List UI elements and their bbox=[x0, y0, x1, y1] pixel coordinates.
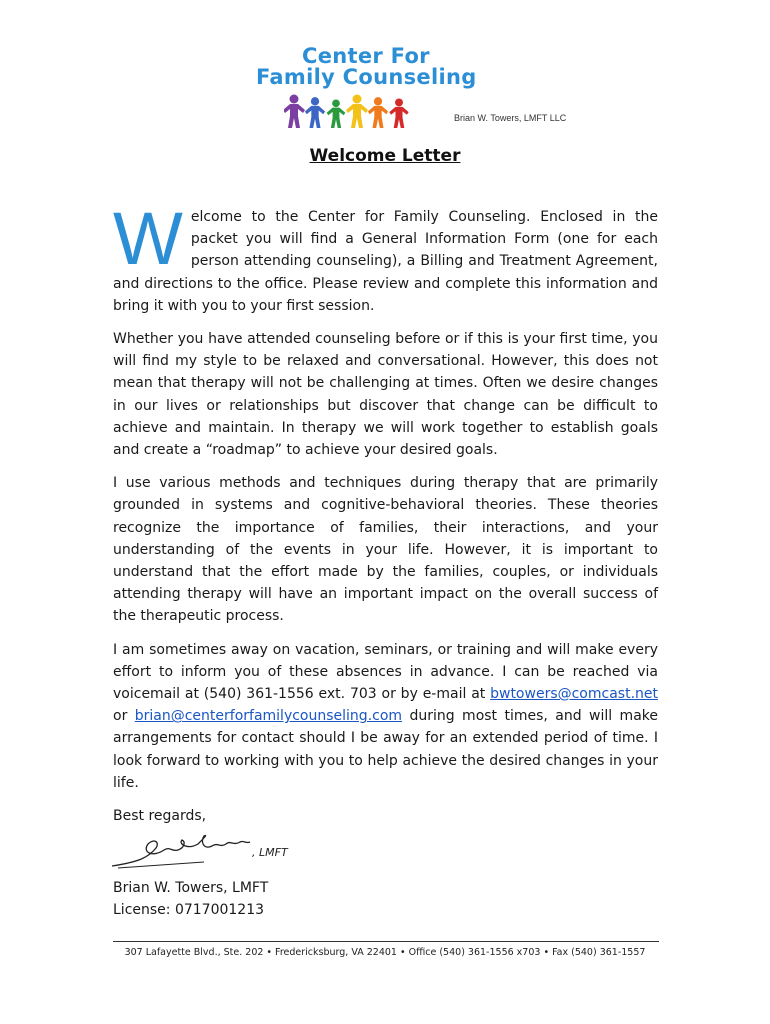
family-figures-icon bbox=[284, 92, 424, 128]
letter-body bbox=[113, 197, 658, 838]
logo bbox=[256, 44, 576, 134]
drop-cap: W bbox=[113, 197, 183, 280]
family-figure-icon bbox=[368, 97, 388, 128]
signature-suffix: , LMFT bbox=[252, 846, 288, 859]
paragraph-4-text-a: I am sometimes away on vacation, seminars, or training and will make every effort to inform you of these absences in advance. I can be reached via voicemail at (540) 361-1556 ext. 703 or by e-mail at bbox=[113, 641, 658, 703]
family-figure-icon bbox=[327, 100, 346, 128]
paragraph-1-text: elcome to the Center for Family Counseling. Enclosed in the packet you will find a General Information Form (one for each person attending counseling), a Billing and Treatment Agreement, and directions to the office. Please review and complete this information and bring it with you to your first session. bbox=[113, 209, 658, 314]
paragraph-4-text-b: during most times, and will make arrangements for contact should I be away for an extended period of time. I look forward to working with you to help achieve the desired changes in your life. bbox=[113, 708, 658, 791]
logo-line2: Family Counseling bbox=[256, 65, 477, 89]
family-figure-icon bbox=[284, 95, 305, 129]
family-figure-icon bbox=[389, 99, 408, 128]
footer-divider bbox=[113, 941, 659, 942]
paragraph-3: I use various methods and techniques during therapy that are primarily grounded in systems and cognitive-behavioral theories. These theories recognize the importance of families, their interactions, and your understanding of the events in your life. However, it is important to understand that the effort made by the families, couples, or individuals attending therapy will have an important impact on the overall success of the therapeutic process. bbox=[113, 475, 658, 625]
signer-block bbox=[113, 877, 268, 921]
logo-subtitle: Brian W. Towers, LMFT LLC bbox=[454, 113, 567, 123]
family-figure-icon bbox=[346, 95, 368, 129]
logo-line1: Center For bbox=[302, 44, 430, 68]
paragraph-4 bbox=[113, 639, 658, 794]
signature bbox=[108, 828, 308, 874]
paragraph-4-or: or bbox=[113, 708, 135, 725]
family-figure-icon bbox=[305, 97, 325, 128]
closing: Best regards, bbox=[113, 808, 207, 825]
email-link-center[interactable]: brian@centerforfamilycounseling.com bbox=[134, 708, 403, 725]
signature-stroke bbox=[112, 835, 250, 866]
email-link-comcast[interactable]: bwtowers@comcast.net bbox=[490, 686, 658, 703]
license-number: License: 0717001213 bbox=[113, 902, 265, 918]
signer-name: Brian W. Towers, LMFT bbox=[113, 880, 269, 896]
paragraph-1 bbox=[113, 197, 658, 317]
paragraph-2: Whether you have attended counseling before or if this is your first time, you will find my style to be relaxed and conversational. However, this does not mean that therapy will not be challenging at times. Often we desire changes in our lives or relationships but discover that change can be difficult to achieve and maintain. In therapy we will work together to establish goals and create a “roadmap” to achieve your desired goals. bbox=[113, 331, 658, 459]
page-title: Welcome Letter bbox=[309, 146, 461, 166]
footer-address: 307 Lafayette Blvd., Ste. 202 • Fredericksburg, VA 22401 • Office (540) 361-1556 x703 • Fax (540) 361-1557 bbox=[124, 947, 646, 958]
